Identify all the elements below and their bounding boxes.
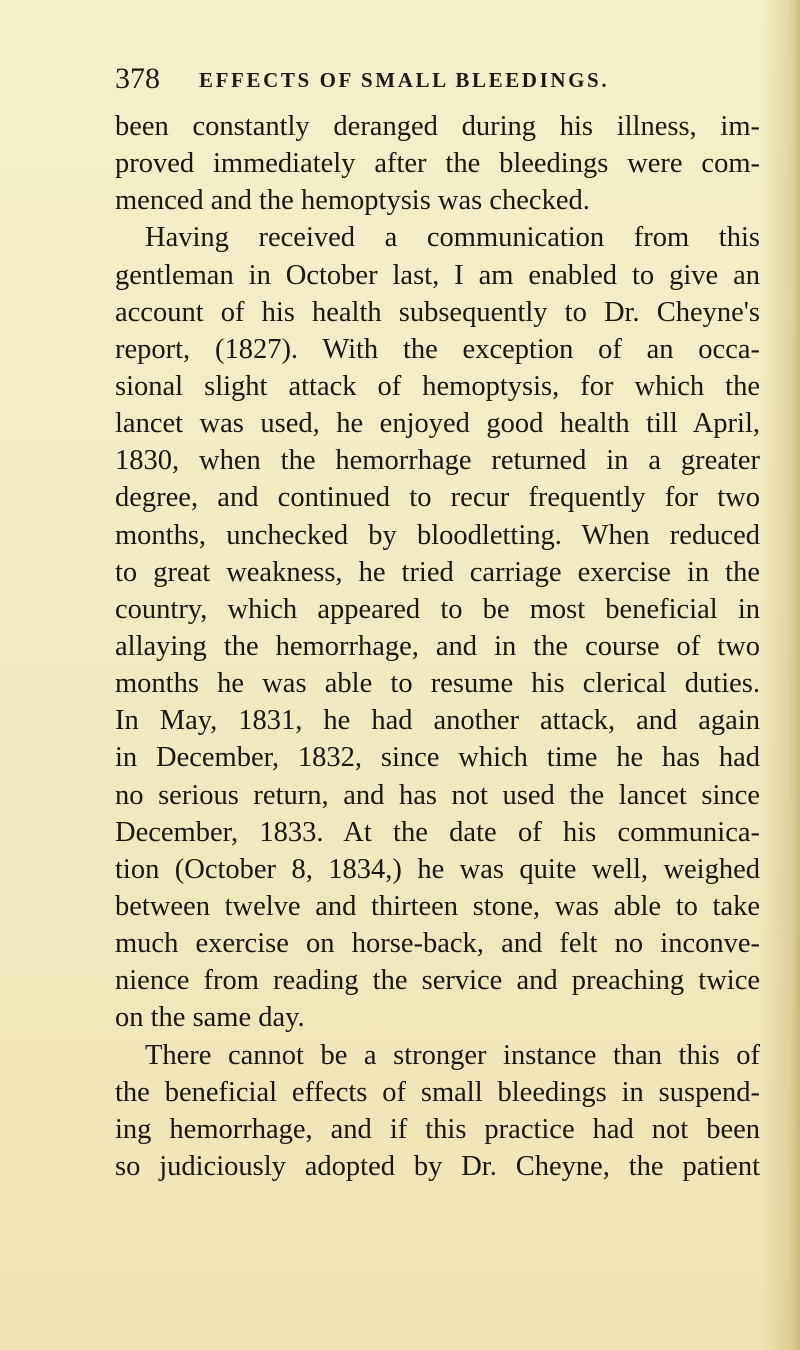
text-line: to great weakness, he tried carriage exercise in the	[115, 556, 760, 588]
text-line: menced and the hemoptysis was checked.	[115, 185, 590, 217]
running-head	[115, 62, 755, 96]
text-line: on the same day.	[115, 1002, 305, 1034]
text-line: There cannot be a stronger instance than this of	[145, 1039, 760, 1071]
text-line: so judiciously adopted by Dr. Cheyne, the patient	[115, 1150, 760, 1182]
text-line: Having received a communication from this	[145, 222, 760, 254]
text-line: no serious return, and has not used the lancet since	[115, 779, 760, 811]
text-line: months he was able to resume his clerical duties.	[115, 668, 760, 700]
text-line: gentleman in October last, I am enabled to give an	[115, 259, 760, 291]
text-line: been constantly deranged during his illness, im-	[115, 111, 760, 142]
text-line: much exercise on horse-back, and felt no inconve-	[115, 928, 760, 960]
text-line: in December, 1832, since which time he has had	[115, 742, 760, 774]
text-line: account of his health subsequently to Dr. Cheyne's	[115, 296, 760, 328]
text-line: 1830, when the hemorrhage returned in a greater	[115, 445, 760, 477]
page-number: 378	[115, 62, 160, 95]
text-line: report, (1827). With the exception of an occa-	[115, 333, 760, 365]
text-line: sional slight attack of hemoptysis, for which the	[115, 370, 760, 402]
text-line: degree, and continued to recur frequently for two	[115, 482, 760, 514]
body-text	[115, 108, 760, 1185]
text-line: lancet was used, he enjoyed good health till April,	[115, 408, 760, 440]
text-line: proved immediately after the bleedings were com-	[115, 148, 760, 180]
text-line: In May, 1831, he had another attack, and again	[115, 705, 760, 737]
text-line: allaying the hemorrhage, and in the course of two	[115, 630, 760, 662]
text-line: December, 1833. At the date of his communica-	[115, 816, 760, 848]
text-line: the beneficial effects of small bleedings in suspend-	[115, 1076, 760, 1108]
text-line: tion (October 8, 1834,) he was quite well, weighed	[115, 853, 760, 885]
text-line: ing hemorrhage, and if this practice had not been	[115, 1113, 760, 1145]
text-line: nience from reading the service and preaching twice	[115, 965, 760, 997]
text-line: months, unchecked by bloodletting. When reduced	[115, 519, 760, 551]
running-title: EFFECTS OF SMALL BLEEDINGS.	[199, 68, 610, 92]
text-line: country, which appeared to be most beneficial in	[115, 593, 760, 625]
text-line: between twelve and thirteen stone, was able to take	[115, 890, 760, 922]
